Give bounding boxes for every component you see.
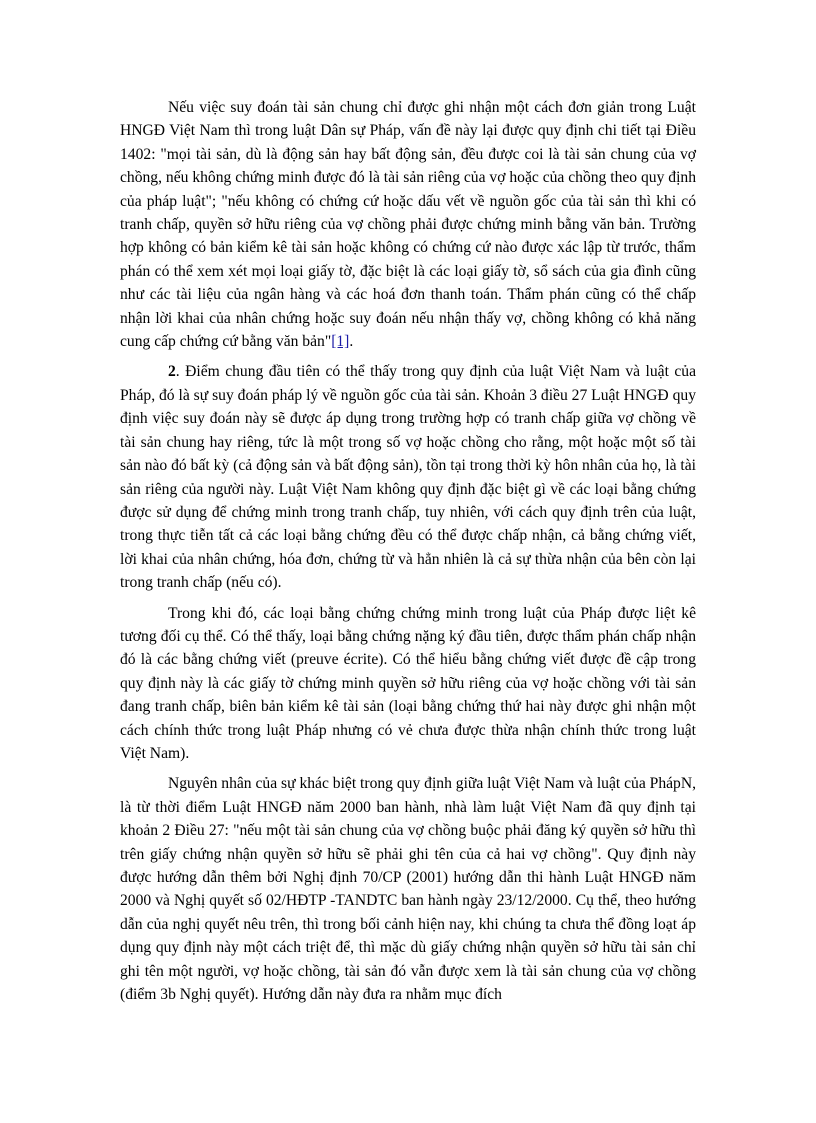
paragraph-1 [120,96,696,353]
paragraph-4-text: Nguyên nhân của sự khác biệt trong quy định giữa luật Việt Nam và luật của PhápN, là từ thời điểm Luật HNGĐ năm 2000 ban hành, nhà làm luật Việt Nam đã quy định tại khoản 2 Điều 27: "nếu một tài sản chung của vợ chồng buộc phải đăng ký quyền sở hữu thì trên giấy chứng nhận quyền sở hữu sẽ phải ghi tên của cả hai vợ chồng". Quy định này được hướng dẫn thêm bởi Nghị định 70/CP (2001) hướng dẫn thi hành Luật HNGĐ năm 2000 và Nghị quyết số 02/HĐTP -TANDTC ban hành ngày 23/12/2000. Cụ thể, theo hướng dẫn của nghị quyết nêu trên, thì trong bối cảnh hiện nay, khi chúng ta chưa thể đồng loạt áp dụng quy định này một cách triệt để, thì mặc dù giấy chứng nhận quyền sở hữu tài sản chỉ ghi tên một người, vợ hoặc chồng, tài sản đó vẫn được xem là tài sản chung của vợ chồng (điểm 3b Nghị quyết). Hướng dẫn này đưa ra nhằm mục đích [120,775,696,1004]
paragraph-4 [120,772,696,1006]
paragraph-1-tail: . [349,333,354,351]
paragraph-2-number: 2 [168,363,176,381]
paragraph-3-text: Trong khi đó, các loại bằng chứng chứng minh trong luật của Pháp được liệt kê tương đối cụ thể. Có thể thấy, loại bằng chứng nặng ký đầu tiên, được thẩm phán chấp nhận đó là các bằng chứng viết (preuve écrite). Có thể hiểu bằng chứng viết được đề cập trong quy định này là các giấy tờ chứng minh quyền sở hữu riêng của vợ hoặc chồng với tài sản đang tranh chấp, biên bản kiểm kê tài sản (loại bằng chứng thứ hai này được ghi nhận một cách chính thức trong luật Pháp nhưng có vẻ chưa được thừa nhận chính thức trong luật Việt Nam). [120,604,696,762]
paragraph-1-text: Nếu việc suy đoán tài sản chung chỉ được ghi nhận một cách đơn giản trong Luật HNGĐ Việt Nam thì trong luật Dân sự Pháp, vấn đề này lại được quy định chi tiết tại Điều 1402: "mọi tài sản, dù là động sản hay bất động sản, đều được coi là tài sản chung của vợ chồng, nếu không chứng minh được đó là tài sản riêng của vợ hoặc của chồng theo quy định của pháp luật"; "nếu không có chứng cứ hoặc dấu vết về nguồn gốc của tài sản thì khi có tranh chấp, quyền sở hữu riêng của vợ chồng phải được chứng minh bằng văn bản. Trường hợp không có bản kiểm kê tài sản hoặc không có chứng cứ nào được xác lập từ trước, thẩm phán có thể xem xét mọi loại giấy tờ, đặc biệt là các loại giấy tờ, sổ sách của gia đình cũng như các tài liệu của ngân hàng và các hoá đơn thanh toán. Thẩm phán cũng có thể chấp nhận lời khai của nhân chứng hoặc suy đoán nếu nhận thấy vợ, chồng không có khả năng cung cấp chứng cứ bằng văn bản" [120,99,697,351]
paragraph-2-text: . Điểm chung đầu tiên có thể thấy trong quy định của luật Việt Nam và luật của Pháp, đó là sự suy đoán pháp lý về nguồn gốc của tài sản. Khoản 3 điều 27 Luật HNGĐ quy định việc suy đoán này sẽ được áp dụng trong trường hợp có tranh chấp giữa vợ chồng về tài sản chung hay riêng, tức là một trong số vợ hoặc chồng cho rằng, một hoặc một số tài sản nào đó bất kỳ (cả động sản và bất động sản), tồn tại trong thời kỳ hôn nhân của họ, là tài sản riêng của người này. Luật Việt Nam không quy định đặc biệt gì về các loại bằng chứng được sử dụng để chứng minh trong tranh chấp, tuy nhiên, với cách quy định trên của luật, trong thực tiễn tất cả các loại bằng chứng đều có thể được chấp nhận, cả bằng chứng viết, lời khai của nhân chứng, hóa đơn, chứng từ và hẳn nhiên là cả sự thừa nhận của bên còn lại trong tranh chấp (nếu có). [120,363,696,592]
paragraph-2 [120,360,696,594]
document-page [120,96,696,1013]
paragraph-3 [120,602,696,766]
footnote-reference-link[interactable]: [1] [331,333,350,351]
